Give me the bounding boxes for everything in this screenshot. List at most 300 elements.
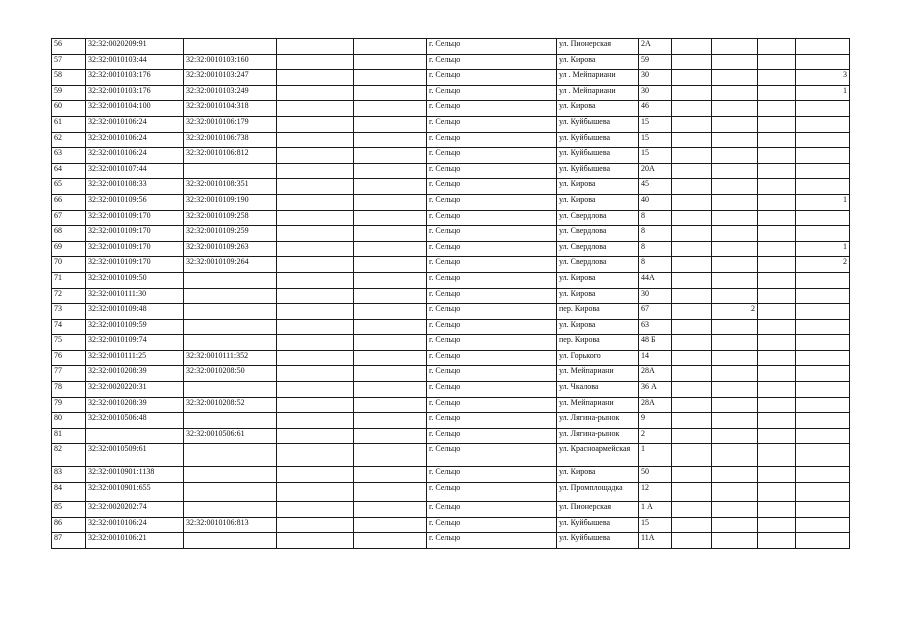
- cell-town: г. Сельцо: [427, 288, 557, 304]
- cell-empty: [277, 413, 354, 429]
- cell-street: ул. Лягина-рынок: [557, 428, 639, 444]
- cell-house: 15: [639, 148, 672, 164]
- cell-town: г. Сельцо: [427, 226, 557, 242]
- cell-c11: [796, 397, 850, 413]
- table-row: [52, 241, 850, 257]
- cell-n: 86: [52, 517, 86, 533]
- cell-town: г. Сельцо: [427, 502, 557, 518]
- cell-street: ул . Мейпариани: [557, 70, 639, 86]
- cell-empty: [277, 210, 354, 226]
- cell-house: 15: [639, 132, 672, 148]
- cell-town: г. Сельцо: [427, 444, 557, 467]
- cell-c9: [712, 257, 758, 273]
- cell-town: г. Сельцо: [427, 210, 557, 226]
- cell-kn1: 32:32:0010109:170: [86, 241, 184, 257]
- cell-c11: [796, 319, 850, 335]
- cell-empty: [354, 54, 427, 70]
- cell-n: 70: [52, 257, 86, 273]
- cell-empty: [672, 467, 712, 483]
- cell-c9: [712, 70, 758, 86]
- cell-street: ул. Свердлова: [557, 226, 639, 242]
- cell-c9: [712, 148, 758, 164]
- cell-kn2: [184, 413, 277, 429]
- cell-kn1: 32:32:0010109:59: [86, 319, 184, 335]
- cell-c11: [796, 467, 850, 483]
- table-row: [52, 132, 850, 148]
- cell-n: 80: [52, 413, 86, 429]
- cell-street: ул. Кирова: [557, 319, 639, 335]
- table-row: [52, 54, 850, 70]
- cell-empty: [672, 116, 712, 132]
- cell-empty: [277, 533, 354, 549]
- cell-house: 2А: [639, 39, 672, 55]
- cell-kn2: [184, 335, 277, 351]
- cell-house: 11А: [639, 533, 672, 549]
- table-row: [52, 163, 850, 179]
- cell-house: 1: [639, 444, 672, 467]
- cell-empty: [354, 467, 427, 483]
- cell-street: ул. Куйбышева: [557, 132, 639, 148]
- cell-empty: [354, 226, 427, 242]
- cell-n: 60: [52, 101, 86, 117]
- cell-town: г. Сельцо: [427, 467, 557, 483]
- cell-c9: [712, 85, 758, 101]
- cell-empty: [354, 350, 427, 366]
- cell-c11: [796, 502, 850, 518]
- cell-empty: [758, 54, 796, 70]
- cell-c9: [712, 319, 758, 335]
- cell-street: ул . Мейпариани: [557, 85, 639, 101]
- cell-empty: [758, 226, 796, 242]
- cell-kn1: 32:32:0020220:31: [86, 382, 184, 398]
- cell-empty: [672, 366, 712, 382]
- table-row: [52, 39, 850, 55]
- cell-c11: [796, 272, 850, 288]
- cell-empty: [354, 272, 427, 288]
- table-row: [52, 148, 850, 164]
- cell-empty: [277, 54, 354, 70]
- cell-kn1: 32:32:0010104:100: [86, 101, 184, 117]
- cell-c11: [796, 483, 850, 502]
- cell-town: г. Сельцо: [427, 85, 557, 101]
- cell-town: г. Сельцо: [427, 70, 557, 86]
- cell-n: 63: [52, 148, 86, 164]
- table-row: [52, 288, 850, 304]
- cell-kn1: 32:32:0010106:24: [86, 517, 184, 533]
- table-row: [52, 413, 850, 429]
- cell-empty: [277, 502, 354, 518]
- table-row: [52, 85, 850, 101]
- cell-house: 9: [639, 413, 672, 429]
- cell-c9: [712, 163, 758, 179]
- cell-empty: [758, 502, 796, 518]
- cell-n: 83: [52, 467, 86, 483]
- cell-kn1: 32:32:0010109:170: [86, 226, 184, 242]
- cell-house: 45: [639, 179, 672, 195]
- cell-town: г. Сельцо: [427, 428, 557, 444]
- cell-kn1: 32:32:0020202:74: [86, 502, 184, 518]
- table-row: [52, 272, 850, 288]
- cell-empty: [354, 179, 427, 195]
- cell-kn2: [184, 382, 277, 398]
- cell-empty: [672, 304, 712, 320]
- cell-empty: [672, 179, 712, 195]
- cell-c11: 3: [796, 70, 850, 86]
- cell-c11: [796, 226, 850, 242]
- cell-c9: [712, 132, 758, 148]
- cell-kn1: 32:32:0010109:170: [86, 257, 184, 273]
- cell-street: пер. Кирова: [557, 304, 639, 320]
- cell-n: 67: [52, 210, 86, 226]
- cell-empty: [672, 39, 712, 55]
- cell-empty: [672, 272, 712, 288]
- table-row: [52, 319, 850, 335]
- cell-kn2: 32:32:0010109:264: [184, 257, 277, 273]
- cell-c9: [712, 210, 758, 226]
- cell-empty: [758, 413, 796, 429]
- cell-kn2: 32:32:0010103:249: [184, 85, 277, 101]
- cell-street: ул. Чкалова: [557, 382, 639, 398]
- cell-house: 12: [639, 483, 672, 502]
- cell-empty: [354, 257, 427, 273]
- cell-empty: [277, 226, 354, 242]
- cell-c11: [796, 210, 850, 226]
- cell-kn2: 32:32:0010103:160: [184, 54, 277, 70]
- cell-empty: [758, 350, 796, 366]
- cell-empty: [277, 444, 354, 467]
- cell-empty: [354, 444, 427, 467]
- cell-kn2: 32:32:0010106:813: [184, 517, 277, 533]
- cell-c11: [796, 428, 850, 444]
- table-row: [52, 382, 850, 398]
- cell-c11: [796, 288, 850, 304]
- cell-town: г. Сельцо: [427, 132, 557, 148]
- cell-c11: 1: [796, 194, 850, 210]
- cell-kn2: [184, 502, 277, 518]
- cell-c11: [796, 148, 850, 164]
- cell-empty: [758, 444, 796, 467]
- cell-c9: [712, 517, 758, 533]
- cell-house: 14: [639, 350, 672, 366]
- cell-empty: [277, 116, 354, 132]
- cell-c11: [796, 444, 850, 467]
- cell-street: ул. Горького: [557, 350, 639, 366]
- cell-kn1: 32:32:0010108:33: [86, 179, 184, 195]
- cell-kn1: 32:32:0010111:25: [86, 350, 184, 366]
- cell-town: г. Сельцо: [427, 101, 557, 117]
- cell-n: 74: [52, 319, 86, 335]
- cell-empty: [758, 397, 796, 413]
- cell-town: г. Сельцо: [427, 304, 557, 320]
- cell-house: 30: [639, 85, 672, 101]
- cell-kn2: 32:32:0010106:179: [184, 116, 277, 132]
- cell-town: г. Сельцо: [427, 194, 557, 210]
- cell-house: 8: [639, 241, 672, 257]
- cell-n: 82: [52, 444, 86, 467]
- cell-empty: [758, 517, 796, 533]
- cell-c9: [712, 226, 758, 242]
- cell-n: 64: [52, 163, 86, 179]
- cell-empty: [672, 413, 712, 429]
- cell-n: 73: [52, 304, 86, 320]
- cell-empty: [758, 319, 796, 335]
- cell-n: 68: [52, 226, 86, 242]
- cell-empty: [277, 241, 354, 257]
- table-row: [52, 397, 850, 413]
- cell-empty: [354, 70, 427, 86]
- cell-empty: [758, 382, 796, 398]
- cell-c9: [712, 39, 758, 55]
- cell-town: г. Сельцо: [427, 397, 557, 413]
- cell-c9: [712, 116, 758, 132]
- cell-kn1: 32:32:0010109:50: [86, 272, 184, 288]
- cell-empty: [672, 444, 712, 467]
- cell-c9: [712, 288, 758, 304]
- cell-empty: [758, 272, 796, 288]
- cell-c9: [712, 179, 758, 195]
- cell-kn1: 32:32:0010106:21: [86, 533, 184, 549]
- table-row: [52, 533, 850, 549]
- cell-empty: [758, 148, 796, 164]
- cell-house: 59: [639, 54, 672, 70]
- cell-empty: [672, 335, 712, 351]
- cell-empty: [354, 116, 427, 132]
- cell-n: 85: [52, 502, 86, 518]
- cell-street: ул. Пионерская: [557, 39, 639, 55]
- cell-empty: [354, 533, 427, 549]
- cell-town: г. Сельцо: [427, 319, 557, 335]
- cell-street: ул. Красноармейская: [557, 444, 639, 467]
- cell-house: 40: [639, 194, 672, 210]
- cell-street: ул. Кирова: [557, 272, 639, 288]
- cell-empty: [354, 148, 427, 164]
- table-row: [52, 335, 850, 351]
- cell-kn2: 32:32:0010108:351: [184, 179, 277, 195]
- cell-street: ул. Пионерская: [557, 502, 639, 518]
- cell-house: 44А: [639, 272, 672, 288]
- cell-house: 20А: [639, 163, 672, 179]
- cell-house: 2: [639, 428, 672, 444]
- registry-table: [51, 38, 850, 549]
- cell-kn1: 32:32:0010506:48: [86, 413, 184, 429]
- cell-house: 28А: [639, 366, 672, 382]
- cell-empty: [758, 288, 796, 304]
- cell-empty: [277, 366, 354, 382]
- cell-kn2: 32:32:0010109:190: [184, 194, 277, 210]
- cell-street: ул. Мейпариани: [557, 397, 639, 413]
- cell-n: 79: [52, 397, 86, 413]
- cell-town: г. Сельцо: [427, 272, 557, 288]
- cell-c11: [796, 413, 850, 429]
- cell-empty: [672, 257, 712, 273]
- cell-town: г. Сельцо: [427, 148, 557, 164]
- cell-empty: [758, 335, 796, 351]
- cell-street: ул. Кирова: [557, 54, 639, 70]
- cell-n: 62: [52, 132, 86, 148]
- cell-c9: [712, 350, 758, 366]
- cell-n: 78: [52, 382, 86, 398]
- cell-empty: [354, 517, 427, 533]
- cell-kn2: 32:32:0010111:352: [184, 350, 277, 366]
- table-row: [52, 428, 850, 444]
- cell-street: ул. Мейпариани: [557, 366, 639, 382]
- table-row: [52, 226, 850, 242]
- cell-empty: [672, 54, 712, 70]
- cell-empty: [277, 382, 354, 398]
- cell-empty: [758, 210, 796, 226]
- cell-c9: [712, 467, 758, 483]
- cell-empty: [354, 241, 427, 257]
- cell-empty: [758, 101, 796, 117]
- cell-kn2: 32:32:0010106:812: [184, 148, 277, 164]
- table-row: [52, 210, 850, 226]
- cell-town: г. Сельцо: [427, 116, 557, 132]
- cell-empty: [354, 85, 427, 101]
- cell-street: ул. Куйбышева: [557, 148, 639, 164]
- cell-empty: [758, 366, 796, 382]
- cell-kn1: 32:32:0010901:655: [86, 483, 184, 502]
- table-row: [52, 517, 850, 533]
- cell-kn1: 32:32:0010106:24: [86, 132, 184, 148]
- table-row: [52, 116, 850, 132]
- cell-n: 58: [52, 70, 86, 86]
- cell-c11: [796, 533, 850, 549]
- cell-empty: [672, 101, 712, 117]
- cell-n: 61: [52, 116, 86, 132]
- cell-kn2: 32:32:0010208:52: [184, 397, 277, 413]
- cell-c9: [712, 428, 758, 444]
- cell-empty: [758, 428, 796, 444]
- cell-empty: [277, 70, 354, 86]
- cell-empty: [758, 241, 796, 257]
- cell-c9: [712, 483, 758, 502]
- cell-house: 50: [639, 467, 672, 483]
- cell-kn1: 32:32:0010109:170: [86, 210, 184, 226]
- cell-n: 76: [52, 350, 86, 366]
- cell-town: г. Сельцо: [427, 483, 557, 502]
- cell-town: г. Сельцо: [427, 335, 557, 351]
- cell-kn1: 32:32:0010208:39: [86, 366, 184, 382]
- cell-town: г. Сельцо: [427, 179, 557, 195]
- cell-kn2: [184, 39, 277, 55]
- cell-kn1: 32:32:0010107:44: [86, 163, 184, 179]
- cell-empty: [758, 483, 796, 502]
- cell-kn1: 32:32:0010109:48: [86, 304, 184, 320]
- cell-kn2: [184, 304, 277, 320]
- cell-empty: [758, 533, 796, 549]
- cell-kn1: 32:32:0010208:39: [86, 397, 184, 413]
- table-row: [52, 179, 850, 195]
- cell-empty: [277, 85, 354, 101]
- cell-house: 1 А: [639, 502, 672, 518]
- cell-street: ул. Свердлова: [557, 210, 639, 226]
- table-row: [52, 366, 850, 382]
- cell-street: ул. Промплощадка: [557, 483, 639, 502]
- cell-empty: [354, 163, 427, 179]
- cell-kn2: [184, 272, 277, 288]
- cell-kn2: [184, 467, 277, 483]
- cell-empty: [354, 366, 427, 382]
- cell-street: ул. Куйбышева: [557, 533, 639, 549]
- cell-empty: [758, 163, 796, 179]
- cell-empty: [277, 397, 354, 413]
- cell-town: г. Сельцо: [427, 39, 557, 55]
- cell-empty: [277, 194, 354, 210]
- cell-kn2: 32:32:0010106:738: [184, 132, 277, 148]
- cell-kn1: [86, 428, 184, 444]
- cell-c9: [712, 241, 758, 257]
- cell-empty: [354, 502, 427, 518]
- cell-empty: [672, 502, 712, 518]
- cell-house: 8: [639, 257, 672, 273]
- cell-c11: [796, 132, 850, 148]
- cell-n: 84: [52, 483, 86, 502]
- cell-n: 56: [52, 39, 86, 55]
- cell-empty: [354, 304, 427, 320]
- cell-n: 72: [52, 288, 86, 304]
- table-row: [52, 444, 850, 467]
- cell-kn2: 32:32:0010103:247: [184, 70, 277, 86]
- cell-c11: [796, 382, 850, 398]
- cell-kn2: 32:32:0010109:258: [184, 210, 277, 226]
- cell-empty: [672, 70, 712, 86]
- cell-empty: [354, 132, 427, 148]
- cell-house: 30: [639, 288, 672, 304]
- cell-empty: [672, 350, 712, 366]
- cell-c11: [796, 116, 850, 132]
- cell-empty: [277, 257, 354, 273]
- cell-empty: [672, 85, 712, 101]
- cell-town: г. Сельцо: [427, 257, 557, 273]
- cell-empty: [672, 319, 712, 335]
- cell-c9: [712, 54, 758, 70]
- cell-empty: [758, 257, 796, 273]
- cell-empty: [672, 382, 712, 398]
- cell-empty: [758, 194, 796, 210]
- cell-kn1: 32:32:0010109:56: [86, 194, 184, 210]
- cell-empty: [758, 85, 796, 101]
- cell-house: 36 А: [639, 382, 672, 398]
- cell-empty: [354, 288, 427, 304]
- cell-c11: 1: [796, 241, 850, 257]
- cell-empty: [277, 335, 354, 351]
- cell-kn2: [184, 288, 277, 304]
- cell-empty: [354, 319, 427, 335]
- cell-c11: 2: [796, 257, 850, 273]
- cell-kn2: [184, 444, 277, 467]
- cell-empty: [672, 517, 712, 533]
- cell-kn2: 32:32:0010208:50: [184, 366, 277, 382]
- cell-c11: [796, 54, 850, 70]
- table-row: [52, 467, 850, 483]
- cell-street: ул. Кирова: [557, 467, 639, 483]
- table-row: [52, 502, 850, 518]
- cell-empty: [277, 39, 354, 55]
- cell-street: пер. Кирова: [557, 335, 639, 351]
- cell-house: 8: [639, 210, 672, 226]
- cell-empty: [277, 148, 354, 164]
- cell-street: ул. Кирова: [557, 288, 639, 304]
- cell-kn2: [184, 319, 277, 335]
- cell-kn1: 32:32:0010103:176: [86, 85, 184, 101]
- cell-empty: [277, 163, 354, 179]
- table-row: [52, 483, 850, 502]
- cell-c9: 2: [712, 304, 758, 320]
- cell-house: 48 Б: [639, 335, 672, 351]
- cell-empty: [672, 397, 712, 413]
- cell-empty: [354, 483, 427, 502]
- cell-empty: [277, 132, 354, 148]
